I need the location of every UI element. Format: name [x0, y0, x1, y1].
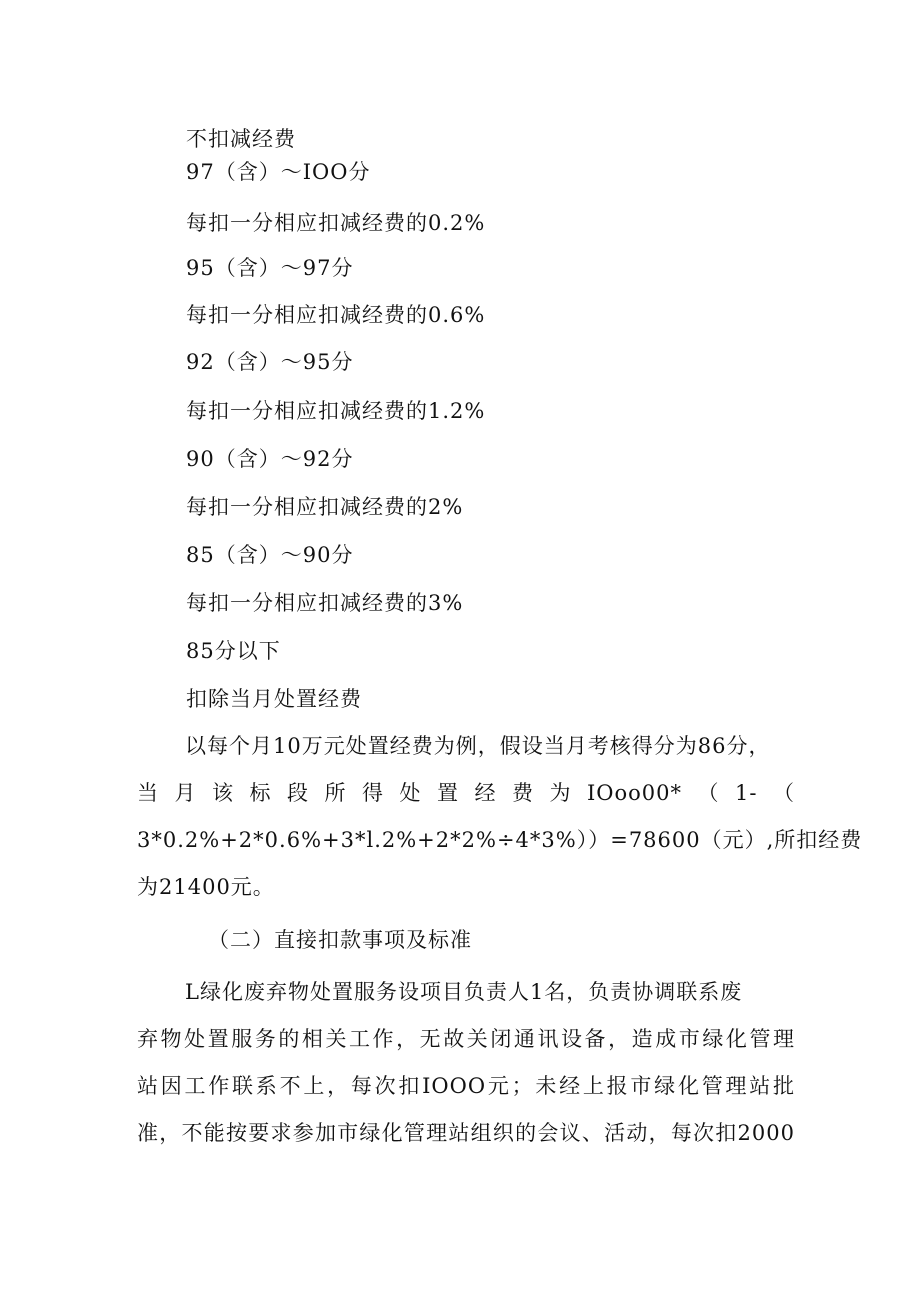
- rule-range-1: 97（含）～IOO分: [186, 160, 371, 184]
- item-l-line-1: L绿化废弃物处置服务设项目负责人1名，负责协调联系废: [185, 980, 743, 1004]
- rule-line-no-deduction: 不扣减经费: [186, 127, 296, 151]
- rule-deduction-6: 扣除当月处置经费: [186, 687, 362, 711]
- rule-range-4: 90（含）～92分: [186, 447, 354, 471]
- rule-range-5: 85（含）～90分: [186, 543, 354, 567]
- example-line-2: 当月该标段所得处置经费为IOoo00*（1-（: [137, 781, 795, 805]
- rule-deduction-5: 每扣一分相应扣减经费的3%: [186, 591, 464, 615]
- example-line-3: 3*0.2%+2*0.6%+3*l.2%+2*2%÷4*3%））=78600（元）,所扣经费: [137, 828, 863, 852]
- rule-range-2: 95（含）～97分: [186, 256, 354, 280]
- rule-deduction-4: 每扣一分相应扣减经费的2%: [186, 495, 464, 519]
- rule-deduction-1: 每扣一分相应扣减经费的0.2%: [186, 211, 486, 235]
- rule-deduction-3: 每扣一分相应扣减经费的1.2%: [186, 399, 486, 423]
- example-line-1: 以每个月10万元处置经费为例，假设当月考核得分为86分，: [185, 734, 771, 758]
- example-line-4: 为21400元。: [137, 875, 275, 899]
- section-heading: （二）直接扣款事项及标准: [208, 928, 472, 952]
- item-l-line-4: 准，不能按要求参加市绿化管理站组织的会议、活动，每次扣2000: [137, 1121, 795, 1145]
- rule-range-6: 85分以下: [186, 639, 281, 663]
- item-l-line-2: 弃物处置服务的相关工作，无故关闭通讯设备，造成市绿化管理: [137, 1027, 795, 1051]
- example-paragraph: [137, 723, 863, 911]
- item-l-line-3: 站因工作联系不上，每次扣IOOO元；未经上报市绿化管理站批: [137, 1074, 795, 1098]
- rule-deduction-2: 每扣一分相应扣减经费的0.6%: [186, 303, 486, 327]
- item-l-paragraph: [137, 969, 795, 1157]
- rule-range-3: 92（含）～95分: [186, 350, 354, 374]
